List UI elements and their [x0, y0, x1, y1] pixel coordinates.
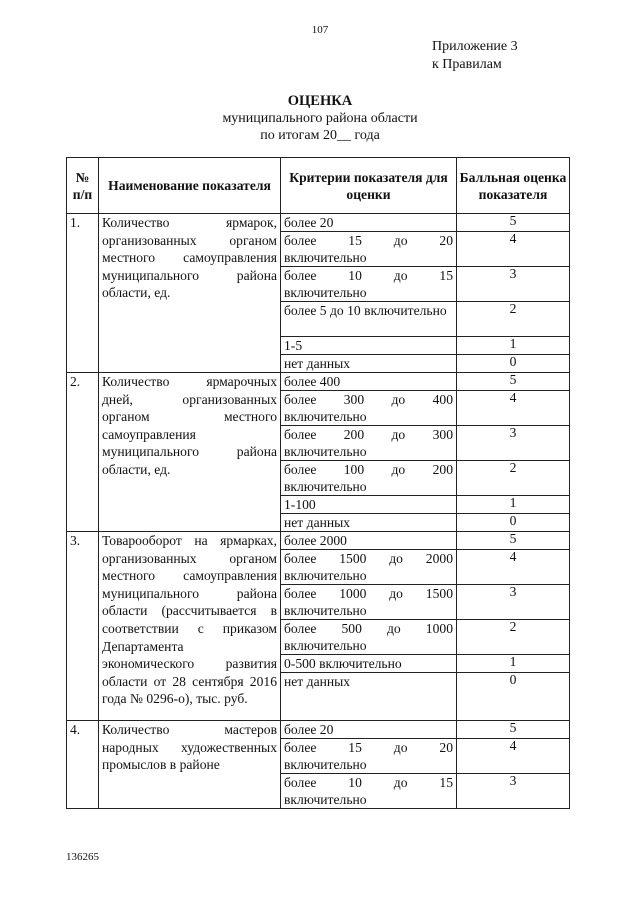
subtitle-line-1: муниципального района области: [222, 111, 418, 126]
score: 1: [457, 655, 570, 673]
appendix-label: [432, 38, 518, 74]
indicator-name: Количество мастеров народных художественных промыслов в районе: [99, 721, 281, 809]
criterion: более 5 до 10 включительно: [281, 302, 457, 337]
header-number: № п/п: [67, 158, 99, 214]
page-number: 107: [311, 24, 329, 36]
document-code: 136265: [66, 851, 99, 863]
criterion: 1-5: [281, 337, 457, 355]
criterion: более 100 до 200 включительно: [281, 461, 457, 496]
criterion: нет данных: [281, 355, 457, 373]
header-indicator-name: Наименование показателя: [99, 158, 281, 214]
score: 5: [457, 373, 570, 391]
indicator-name: Товарооборот на ярмарках, организованных органом местного самоуправления муниципального района области (рассчитывается в соответствии с приказом Департамента экономического развития области от 28 сентября 2016 года № 0296-о), тыс. руб.: [99, 532, 281, 721]
criterion: более 2000: [281, 532, 457, 550]
row-number: 3.: [67, 532, 99, 721]
criterion: более 20: [281, 214, 457, 232]
table-row: [67, 214, 570, 232]
appendix-line-2: к Правилам: [432, 57, 502, 72]
criterion: более 10 до 15 включительно: [281, 267, 457, 302]
criterion: более 1000 до 1500 включительно: [281, 585, 457, 620]
criterion: более 15 до 20 включительно: [281, 739, 457, 774]
evaluation-table: [66, 157, 570, 809]
criterion: 1-100: [281, 496, 457, 514]
appendix-line-1: Приложение 3: [432, 39, 518, 54]
subtitle-line-2: по итогам 20__ года: [260, 128, 380, 143]
document-heading: [0, 92, 640, 144]
criterion: более 1500 до 2000 включительно: [281, 550, 457, 585]
criterion: 0-500 включительно: [281, 655, 457, 673]
score: 3: [457, 585, 570, 620]
score: 0: [457, 355, 570, 373]
score: 1: [457, 337, 570, 355]
score: 2: [457, 620, 570, 655]
table-header-row: [67, 158, 570, 214]
score: 5: [457, 532, 570, 550]
criterion: более 20: [281, 721, 457, 739]
score: 5: [457, 214, 570, 232]
score: 4: [457, 550, 570, 585]
score: 0: [457, 673, 570, 721]
criterion: нет данных: [281, 673, 457, 721]
table-row: [67, 721, 570, 739]
table-row: [67, 373, 570, 391]
criterion: нет данных: [281, 514, 457, 532]
score: 4: [457, 391, 570, 426]
score: 3: [457, 426, 570, 461]
score: 3: [457, 774, 570, 809]
table-body: [67, 214, 570, 809]
criterion: более 15 до 20 включительно: [281, 232, 457, 267]
criterion: более 400: [281, 373, 457, 391]
row-number: 1.: [67, 214, 99, 373]
score: 5: [457, 721, 570, 739]
score: 2: [457, 461, 570, 496]
header-score: Балльная оценка показателя: [457, 158, 570, 214]
score: 0: [457, 514, 570, 532]
document-title: ОЦЕНКА: [287, 93, 353, 109]
indicator-name: Количество ярмарок, организованных органом местного самоуправления муниципального района области, ед.: [99, 214, 281, 373]
score: 2: [457, 302, 570, 337]
criterion: более 300 до 400 включительно: [281, 391, 457, 426]
indicator-name: Количество ярмарочных дней, организованных органом местного самоуправления муниципального района области, ед.: [99, 373, 281, 532]
table-row: [67, 532, 570, 550]
criterion: более 200 до 300 включительно: [281, 426, 457, 461]
score: 4: [457, 232, 570, 267]
header-criteria: Критерии показателя для оценки: [281, 158, 457, 214]
score: 4: [457, 739, 570, 774]
criterion: более 500 до 1000 включительно: [281, 620, 457, 655]
row-number: 2.: [67, 373, 99, 532]
criterion: более 10 до 15 включительно: [281, 774, 457, 809]
score: 1: [457, 496, 570, 514]
score: 3: [457, 267, 570, 302]
row-number: 4.: [67, 721, 99, 809]
